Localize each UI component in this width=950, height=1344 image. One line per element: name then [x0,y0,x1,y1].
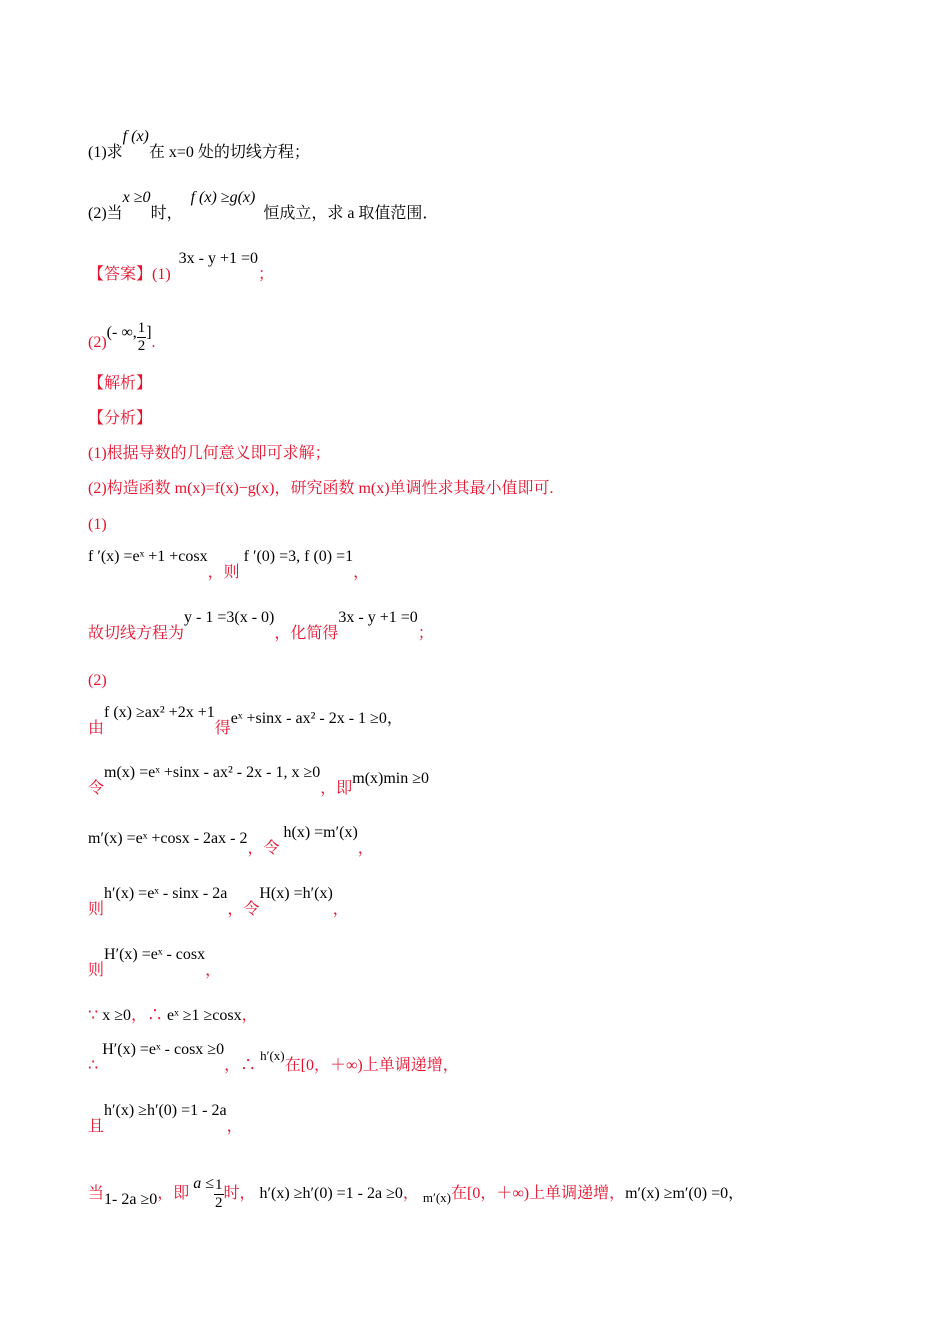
answer-label: 【答案】(1) [88,266,171,283]
fprime-end: ， [353,564,370,581]
hprime-result: H(x) =h′(x) [259,885,333,902]
analysis-1: (1)根据导数的几何意义即可求解； [88,445,331,462]
answer-1 [88,250,275,285]
when-result: m′(x) ≥m′(0) =0 [625,1185,729,1203]
line-since [88,1006,258,1026]
tangent-mid: ，化简得 [274,625,339,642]
hprime-equation: h′(x) =eˣ - sinx - 2a [104,885,228,902]
answer-2-prefix: (2) [88,334,107,352]
therefore-mid: ，∴ [224,1057,257,1074]
question-2-mid: 时， [150,205,183,222]
when-a: a ≤ [193,1175,215,1193]
question-1-prefix: (1)求 [88,144,123,161]
you-equation-2: eˣ +sinx - ax² - 2x - 1 ≥0 [230,710,387,727]
answer-2-denominator: 2 [137,338,146,354]
line-and [88,1102,243,1137]
ling-prefix: 令 [88,780,105,797]
ling-result: m(x)min ≥0 [352,770,430,787]
tangent-result: 3x - y +1 =0 [338,609,418,626]
when-numerator: 1 [215,1177,223,1193]
answer-1-equation: 3x - y +1 =0 [178,250,259,267]
answer-2-numerator: 1 [137,320,146,336]
question-1-math: f (x) [122,128,149,145]
jiexi-heading: 【解析】 [88,375,153,392]
because-symbol: ∵ [88,1007,99,1024]
answer-2 [88,320,156,361]
part-2-label: (2) [88,672,107,689]
and-end: ， [226,1118,243,1135]
since-condition: x ≥0 [102,1007,131,1024]
ling-equation: m(x) =eˣ +sinx - ax² - 2x - 1, x ≥0 [104,764,321,781]
when-end: ， [728,1185,745,1203]
therefore-text: 在[0，＋∞)上单调递增， [284,1057,459,1074]
question-2-condition: x ≥0 [122,189,151,206]
and-equation: h′(x) ≥h′(0) =1 - 2a [104,1102,227,1119]
answer-2-fraction [137,320,147,355]
since-sep: ， [130,1007,147,1024]
line-Hprime [88,946,222,981]
Hprime-equation: H′(x) =eˣ - cosx [104,946,206,963]
when-equation: h′(x) ≥h′(0) =1 - 2a ≥0 [259,1185,403,1203]
therefore-symbol: ∴ [146,1007,163,1024]
therefore-function: h′(x) [260,1048,285,1063]
fprime-values: f ′(0) =3, f (0) =1 [243,548,354,565]
and-prefix: 且 [88,1118,105,1135]
you-equation-1: f (x) ≥ax² +2x +1 [104,704,215,721]
line-you [88,704,403,739]
since-result: eˣ ≥1 ≥cosx [167,1007,242,1024]
answer-1-end: ； [258,266,275,283]
hprime-mid: ，令 [227,901,260,918]
line-hprime [88,885,349,920]
line-fprime [88,548,370,583]
fenxi-heading: 【分析】 [88,410,153,427]
mprime-mid: ，令 [247,840,280,857]
answer-2-interval-left: (- ∞, [106,324,137,342]
question-2-suffix: 恒成立，求 a 取值范围． [263,205,439,222]
when-sep: ， [402,1185,419,1203]
when-mid: ，即 [157,1185,190,1203]
Hprime-prefix: 则 [88,962,105,979]
you-mid: 得 [214,720,231,737]
therefore-equation: H′(x) =eˣ - cosx ≥0 [102,1041,225,1058]
question-1 [88,128,310,163]
answer-2-end: . [151,334,156,352]
analysis-2: (2)构造函数 m(x)=f(x)−g(x)，研究函数 m(x)单调性求其最小值即可. [88,480,554,497]
mprime-equation: m′(x) =eˣ +cosx - 2ax - 2 [88,830,248,847]
question-2 [88,189,439,224]
fprime-equation: f ′(x) =eˣ +1 +cosx [88,548,208,565]
when-function: m′(x) [422,1190,452,1206]
when-fraction [214,1177,224,1212]
line-when [88,1177,744,1212]
part-1-label: (1) [88,516,107,533]
you-prefix: 由 [88,720,105,737]
ling-mid: ，即 [320,780,353,797]
answer-2-interval-right: ] [146,324,152,342]
question-2-prefix: (2)当 [88,205,123,222]
therefore-symbol-2: ∴ [88,1057,99,1074]
line-tangent [88,609,434,644]
question-1-suffix: 在 x=0 处的切线方程； [148,144,310,161]
when-condition: 1- 2a ≥0 [104,1191,158,1209]
when-text: 在[0，＋∞)上单调递增， [451,1185,626,1203]
since-end: ， [241,1007,258,1024]
line-therefore [88,1041,459,1076]
tangent-prefix: 故切线方程为 [88,625,185,642]
mprime-end: ， [357,840,374,857]
hprime-prefix: 则 [88,901,105,918]
fprime-mid: ，则 [207,564,240,581]
hprime-end: ， [332,901,349,918]
line-mprime [88,824,374,859]
mprime-result: h(x) =m′(x) [283,824,358,841]
tangent-equation: y - 1 =3(x - 0) [184,609,275,626]
when-prefix: 当 [88,1185,105,1203]
question-2-inequality: f (x) ≥g(x) [190,189,256,206]
Hprime-end: ， [205,962,222,979]
you-end: ， [386,710,403,727]
tangent-end: ； [417,625,434,642]
when-denominator: 2 [215,1195,223,1211]
when-shi: 时， [223,1185,256,1203]
line-ling [88,764,430,799]
